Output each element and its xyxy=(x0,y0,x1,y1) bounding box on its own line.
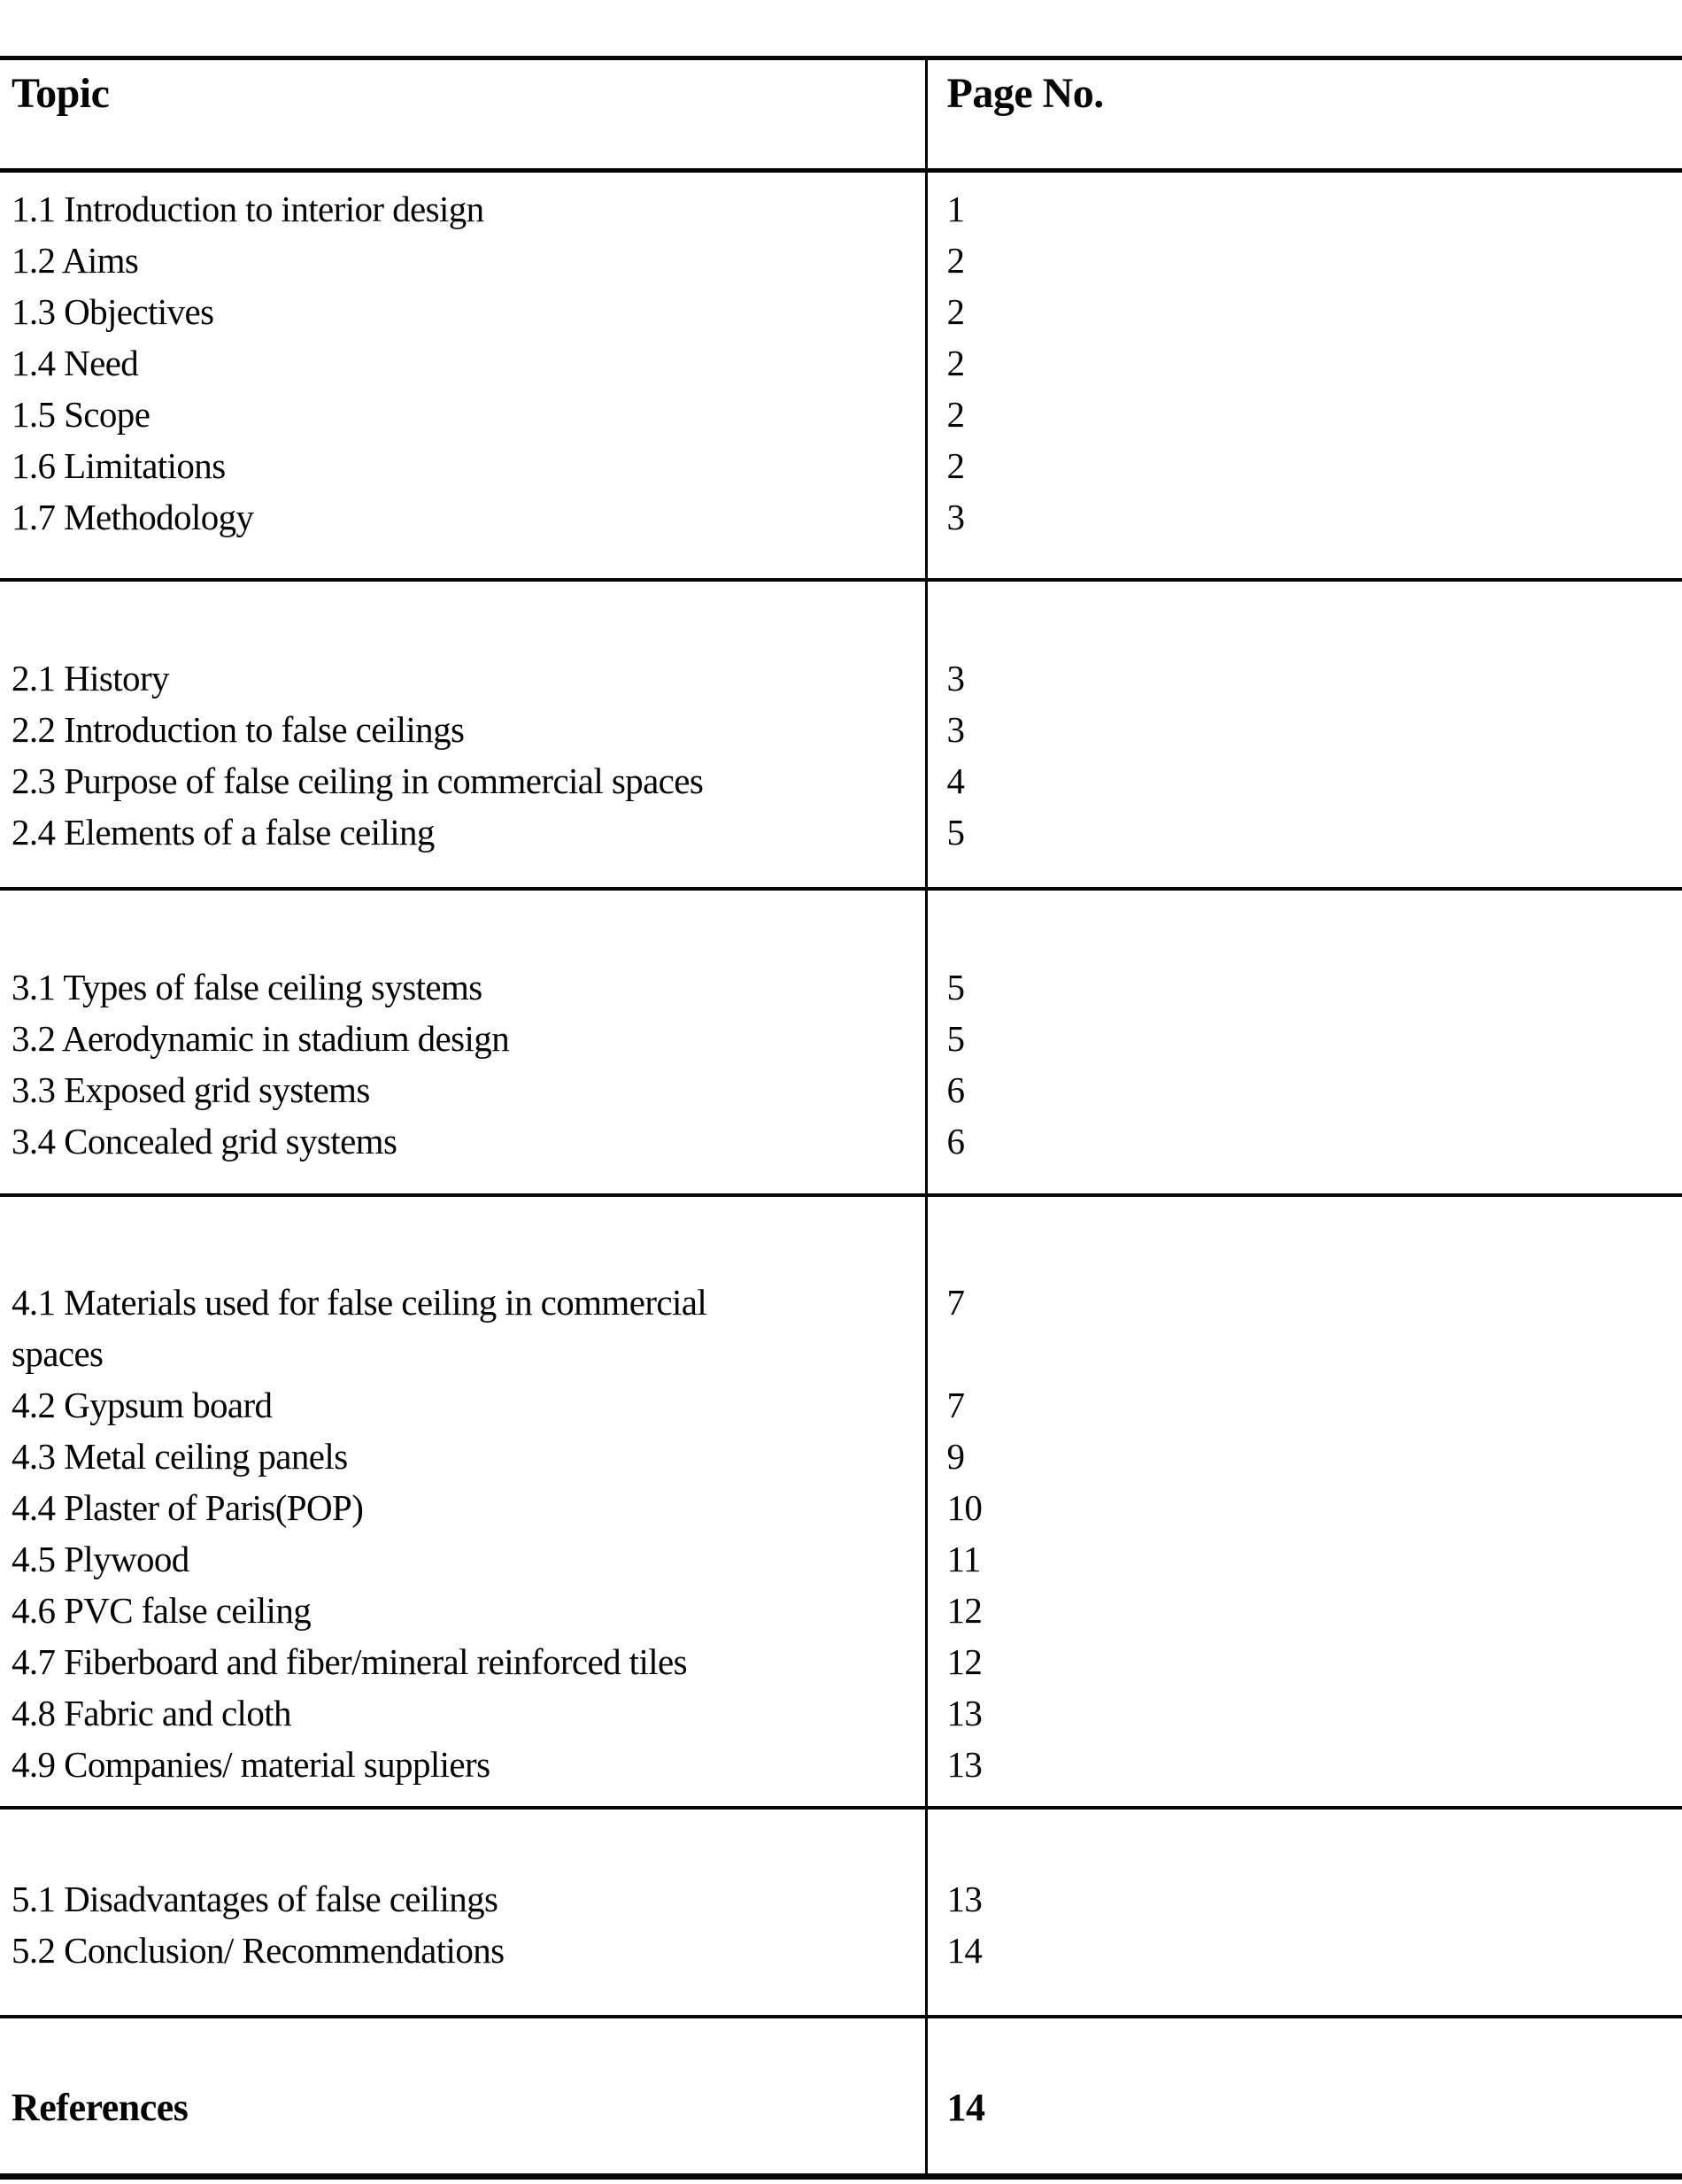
topic-cell xyxy=(0,580,926,889)
toc-section-row xyxy=(0,171,1682,581)
topic-line: 3.4 Concealed grid systems xyxy=(12,1121,397,1161)
topic-line: References xyxy=(12,2086,189,2129)
topic-line: 3.3 Exposed grid systems xyxy=(12,1069,370,1110)
topic-line: 4.6 PVC false ceiling xyxy=(12,1590,312,1631)
topic-line: 1.2 Aims xyxy=(12,240,139,281)
toc-section-row xyxy=(0,2017,1682,2177)
topic-line: 4.9 Companies/ material suppliers xyxy=(12,1744,490,1785)
page-number-line: 7 xyxy=(946,1385,965,1425)
page-number-line: 2 xyxy=(946,394,965,435)
page-number-line: 13 xyxy=(946,1693,983,1733)
topic-line: 2.1 History xyxy=(12,658,169,698)
page-number-line: 2 xyxy=(946,291,965,332)
page-cell xyxy=(926,1808,1682,2017)
page-number-line: 11 xyxy=(946,1539,981,1579)
page-cell xyxy=(926,171,1682,581)
page-cell xyxy=(926,580,1682,889)
page-cell xyxy=(926,1195,1682,1808)
topic-line: 4.1 Materials used for false ceiling in commercial xyxy=(12,1282,707,1323)
topic-line: 4.5 Plywood xyxy=(12,1539,189,1579)
topic-cell xyxy=(0,1195,926,1808)
topic-line: 1.7 Methodology xyxy=(12,497,254,537)
toc-section-row xyxy=(0,1808,1682,2017)
toc-section-row xyxy=(0,580,1682,889)
toc-section-row xyxy=(0,889,1682,1195)
page-cell xyxy=(926,889,1682,1195)
page-number-line: 1 xyxy=(946,189,965,229)
page-number-line: 6 xyxy=(946,1121,965,1161)
page-number-line: 5 xyxy=(946,1018,965,1059)
page-number-line: 7 xyxy=(946,1282,965,1323)
page-number-line: 10 xyxy=(946,1487,983,1528)
topic-line: 5.1 Disadvantages of false ceilings xyxy=(12,1879,498,1919)
page-number-line: 5 xyxy=(946,967,965,1007)
topic-line: 3.1 Types of false ceiling systems xyxy=(12,967,482,1007)
page-number-line: 12 xyxy=(946,1641,983,1682)
page-number-line: 9 xyxy=(946,1436,965,1477)
topic-header: Topic xyxy=(0,58,926,171)
topic-cell xyxy=(0,2017,926,2177)
page-number-line: 2 xyxy=(946,445,965,486)
topic-line: 3.2 Aerodynamic in stadium design xyxy=(12,1018,510,1059)
toc-section-row xyxy=(0,1195,1682,1808)
topic-line: 4.2 Gypsum board xyxy=(12,1385,273,1425)
topic-line: 2.3 Purpose of false ceiling in commercial spaces xyxy=(12,760,704,801)
topic-line: 1.5 Scope xyxy=(12,394,150,435)
topic-line: 1.6 Limitations xyxy=(12,445,226,486)
topic-line: 4.3 Metal ceiling panels xyxy=(12,1436,348,1477)
page-number-line: 13 xyxy=(946,1879,983,1919)
topic-line: 5.2 Conclusion/ Recommendations xyxy=(12,1930,505,1971)
page-number-line: 2 xyxy=(946,343,965,383)
page-number-line: 3 xyxy=(946,709,965,750)
page-number-line: 13 xyxy=(946,1744,983,1785)
page-number-line: 14 xyxy=(946,1930,983,1971)
page-cell xyxy=(926,2017,1682,2177)
topic-line: 1.4 Need xyxy=(12,343,139,383)
toc-table xyxy=(0,56,1682,2180)
page-no-header: Page No. xyxy=(946,70,1104,117)
topic-cell xyxy=(0,171,926,581)
page-number-line: 3 xyxy=(946,658,965,698)
topic-line: 1.1 Introduction to interior design xyxy=(12,189,484,229)
page-number-line xyxy=(947,1328,1682,1379)
topic-cell xyxy=(0,1808,926,2017)
page-number-line: 4 xyxy=(946,760,965,801)
page-number-line: 3 xyxy=(946,497,965,537)
topic-cell xyxy=(0,889,926,1195)
topic-line: 4.7 Fiberboard and fiber/mineral reinforced tiles xyxy=(12,1641,687,1682)
page-number-line: 12 xyxy=(946,1590,983,1631)
topic-line: 2.2 Introduction to false ceilings xyxy=(12,709,465,750)
topic-line: 4.4 Plaster of Paris(POP) xyxy=(12,1487,364,1528)
topic-line: 2.4 Elements of a false ceiling xyxy=(12,812,435,853)
page-number-line: 2 xyxy=(946,240,965,281)
page-number-line: 14 xyxy=(946,2086,985,2129)
header-row xyxy=(0,58,1682,171)
topic-line: 1.3 Objectives xyxy=(12,291,214,332)
page-number-line: 5 xyxy=(946,812,965,853)
topic-line: 4.8 Fabric and cloth xyxy=(12,1693,291,1733)
page-number-line: 6 xyxy=(946,1069,965,1110)
topic-line: spaces xyxy=(12,1333,104,1374)
